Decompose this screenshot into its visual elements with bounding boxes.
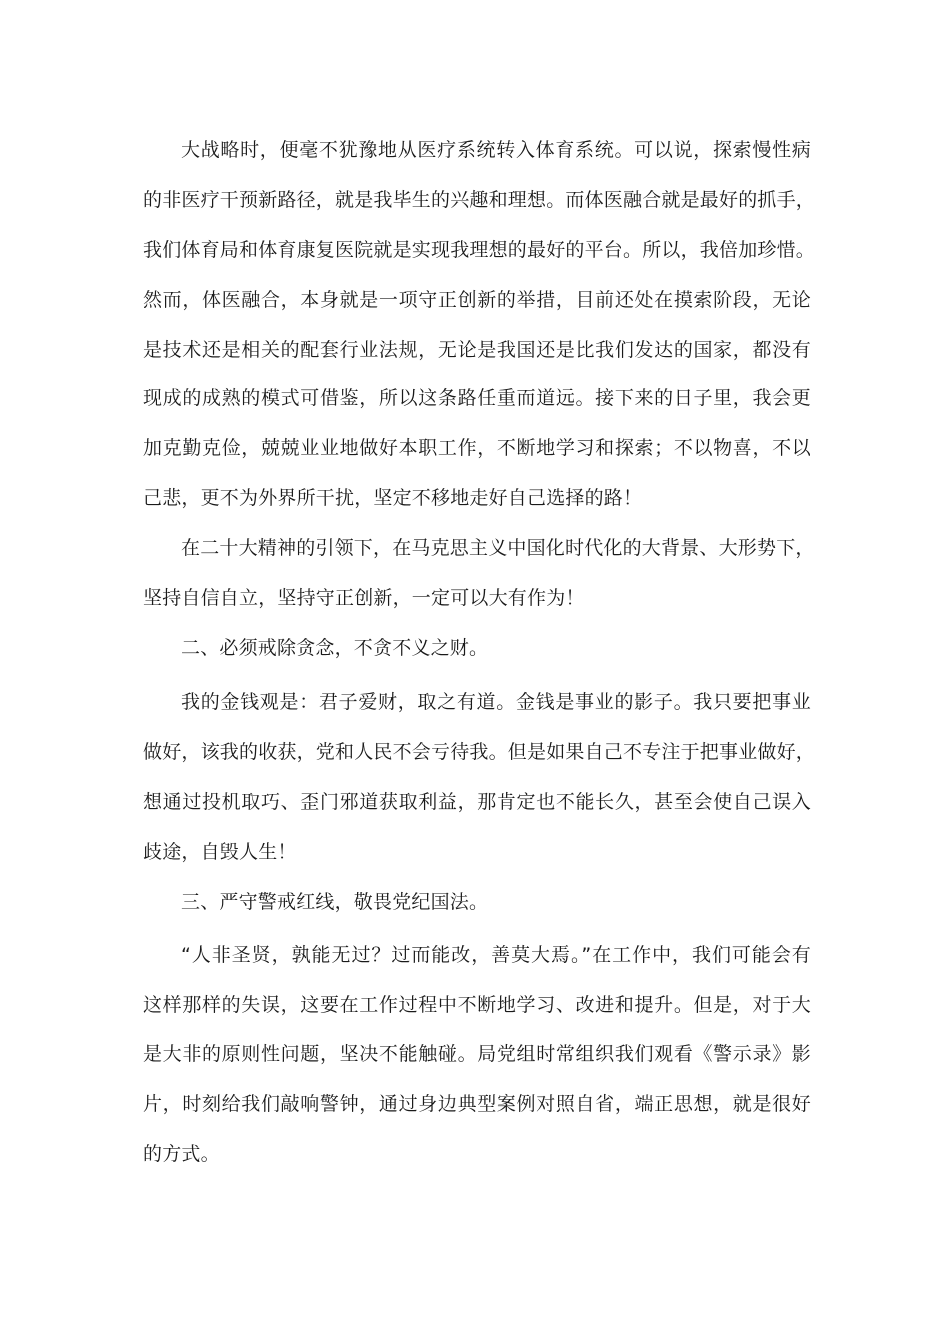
text-line: 歧途，自毁人生！ bbox=[143, 841, 297, 863]
text-line: 己悲，更不为外界所干扰，坚定不移地走好自己选择的路！ bbox=[143, 487, 643, 509]
text-line: 我的金钱观是：君子爱财，取之有道。金钱是事业的影子。我只要把事业 bbox=[181, 691, 811, 713]
section-heading: 三、严守警戒红线，敬畏党纪国法。 bbox=[181, 891, 489, 913]
text-line: 大战略时，便毫不犹豫地从医疗系统转入体育系统。可以说，探索慢性病 bbox=[181, 139, 811, 161]
text-line: 在二十大精神的引领下，在马克思主义中国化时代化的大背景、大形势下， bbox=[181, 537, 815, 559]
text-line: 坚持自信自立，坚持守正创新，一定可以大有作为！ bbox=[143, 587, 585, 609]
text-line: 想通过投机取巧、歪门邪道获取利益，那肯定也不能长久，甚至会使自己误入 bbox=[143, 791, 811, 813]
text-line: 的非医疗干预新路径，就是我毕生的兴趣和理想。而体医融合就是最好的抓手， bbox=[143, 189, 816, 211]
text-line: 片，时刻给我们敲响警钟，通过身边典型案例对照自省，端正思想，就是很好 bbox=[143, 1093, 811, 1115]
text-line: 是大非的原则性问题，坚决不能触碰。局党组时常组织我们观看《警示录》影 bbox=[143, 1043, 811, 1065]
text-line: 现成的成熟的模式可借鉴，所以这条路任重而道远。接下来的日子里，我会更 bbox=[143, 387, 811, 409]
text-line: 加克勤克俭，兢兢业业地做好本职工作，不断地学习和探索；不以物喜，不以 bbox=[143, 437, 811, 459]
text-line: 的方式。 bbox=[143, 1143, 220, 1165]
text-line: 这样那样的失误，这要在工作过程中不断地学习、改进和提升。但是，对于大 bbox=[143, 994, 811, 1016]
text-line: 做好，该我的收获，党和人民不会亏待我。但是如果自己不专注于把事业做好， bbox=[143, 741, 816, 763]
text-line: 然而，体医融合，本身就是一项守正创新的举措，目前还处在摸索阶段，无论 bbox=[143, 289, 811, 311]
section-heading: 二、必须戒除贪念，不贪不义之财。 bbox=[181, 637, 489, 659]
text-line: “人非圣贤，孰能无过？过而能改，善莫大焉。”在工作中，我们可能会有 bbox=[181, 944, 811, 966]
text-line: 是技术还是相关的配套行业法规，无论是我国还是比我们发达的国家，都没有 bbox=[143, 339, 811, 361]
text-line: 我们体育局和体育康复医院就是实现我理想的最好的平台。所以，我倍加珍惜。 bbox=[143, 239, 816, 261]
